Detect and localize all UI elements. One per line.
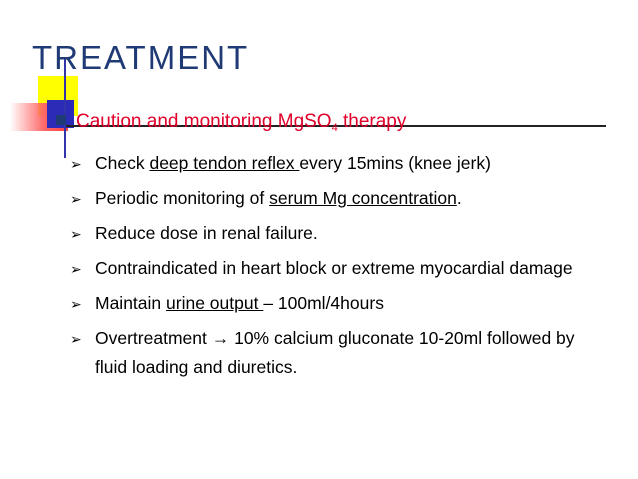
bullet-text: Maintain bbox=[95, 293, 167, 313]
arrow-bullet-icon: ➢ bbox=[70, 296, 82, 312]
bullet-text: every 15mins (knee jerk) bbox=[299, 153, 491, 173]
bullet-underlined-text: urine output bbox=[166, 293, 264, 313]
list-item bbox=[70, 254, 610, 283]
arrow-bullet-icon: ➢ bbox=[70, 156, 82, 172]
list-item bbox=[70, 324, 610, 382]
bullet-underlined-text: deep tendon reflex bbox=[149, 153, 300, 173]
square-bullet-icon bbox=[56, 115, 66, 125]
list-item bbox=[70, 184, 610, 213]
subheading-suffix: therapy bbox=[337, 111, 407, 132]
subheading-text: Caution and monitoring MgSO bbox=[76, 111, 332, 132]
bullet-list bbox=[70, 149, 610, 388]
bullet-text: Check bbox=[95, 153, 150, 173]
bullet-text: 10% calcium gluconate 10-20ml followed by fluid loading and diuretics. bbox=[95, 328, 575, 377]
bullet-text: Reduce dose in renal failure. bbox=[95, 223, 318, 243]
arrow-bullet-icon: ➢ bbox=[70, 226, 82, 242]
bullet-text: Periodic monitoring of bbox=[95, 188, 270, 208]
list-item bbox=[70, 219, 610, 248]
bullet-text: Overtreatment bbox=[95, 328, 212, 348]
arrow-bullet-icon: ➢ bbox=[70, 261, 82, 277]
list-item bbox=[70, 289, 610, 318]
slide-title: TREATMENT bbox=[32, 39, 250, 76]
bullet-text: – 100ml/4hours bbox=[263, 293, 384, 313]
bullet-text: Contraindicated in heart block or extreme myocardial damage bbox=[95, 258, 573, 278]
arrow-bullet-icon: ➢ bbox=[70, 191, 82, 207]
bullet-underlined-text: serum Mg concentration bbox=[269, 188, 457, 208]
subheading-subscript: 4 bbox=[331, 122, 338, 134]
arrow-icon: → bbox=[211, 328, 230, 348]
list-item bbox=[70, 149, 610, 178]
subheading bbox=[56, 111, 406, 134]
arrow-bullet-icon: ➢ bbox=[70, 331, 82, 347]
bullet-text: . bbox=[456, 188, 462, 208]
